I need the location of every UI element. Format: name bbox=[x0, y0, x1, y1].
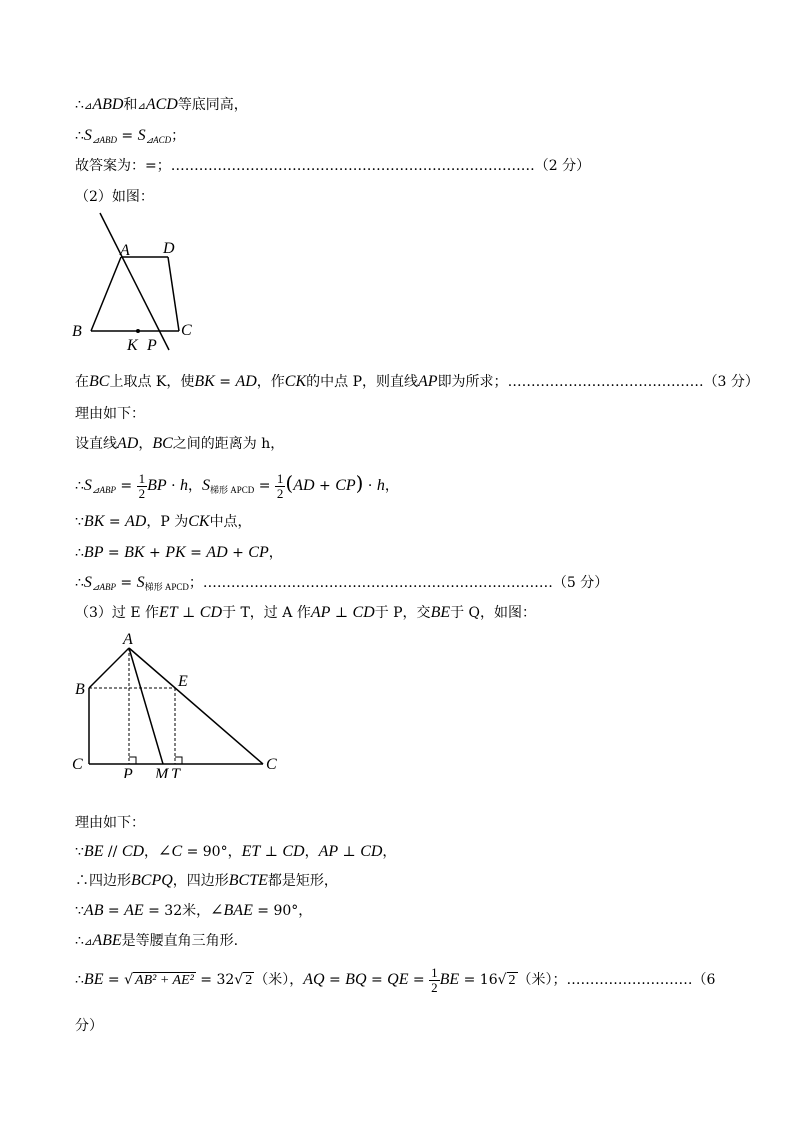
paren: ( bbox=[285, 471, 294, 495]
segment-am bbox=[129, 648, 163, 764]
math-bcpq: BCPQ bbox=[131, 872, 173, 889]
math-bk: BK bbox=[83, 513, 105, 530]
math-s: S bbox=[137, 127, 146, 144]
math-bp: BP bbox=[83, 544, 104, 561]
label-c-right: C bbox=[266, 756, 277, 773]
text: = 32米， bbox=[143, 903, 211, 919]
sqrt-sign: √ bbox=[497, 972, 507, 988]
segment-ac bbox=[129, 648, 263, 764]
math-s: S bbox=[83, 477, 92, 494]
line-15 bbox=[75, 871, 338, 891]
numerator: 1 bbox=[431, 964, 438, 980]
label-b: B bbox=[72, 323, 82, 340]
subscript: ⊿ABP bbox=[91, 582, 116, 592]
text: ； bbox=[171, 128, 186, 144]
label-a: A bbox=[120, 242, 130, 259]
segment-dc bbox=[168, 257, 179, 331]
equals: = bbox=[324, 972, 346, 988]
math-cd: CD bbox=[282, 843, 305, 860]
math-cd: CD bbox=[360, 843, 383, 860]
text: = 90°， bbox=[252, 903, 313, 919]
label-c-left: C bbox=[72, 756, 83, 773]
math-cp: CP bbox=[335, 477, 356, 494]
label-a: A bbox=[123, 631, 133, 648]
text: ； bbox=[188, 575, 203, 591]
math-bc: BC bbox=[89, 373, 110, 390]
math-bcte: BCTE bbox=[228, 872, 268, 889]
text: 中点， bbox=[209, 514, 252, 530]
equals: = bbox=[408, 972, 430, 988]
sqrt-body: AB² + AE² bbox=[135, 973, 194, 988]
text: = 90°， bbox=[182, 844, 242, 860]
line-19 bbox=[75, 1016, 103, 1036]
plus: + bbox=[314, 478, 336, 494]
label-t: T bbox=[171, 766, 180, 778]
sqrt-sign: √ bbox=[234, 972, 244, 988]
equals: = bbox=[115, 575, 137, 591]
label-p: P bbox=[147, 337, 157, 354]
text: （米）， bbox=[254, 972, 304, 988]
line-4 bbox=[75, 187, 154, 207]
text: ， bbox=[304, 844, 319, 860]
perp: ⊥ bbox=[338, 844, 361, 860]
math-et: ET bbox=[241, 843, 261, 860]
dot: · bbox=[363, 478, 377, 494]
text: ， bbox=[138, 436, 153, 452]
fraction-half bbox=[275, 472, 286, 501]
math-ad: AD bbox=[235, 373, 257, 390]
equals: = bbox=[104, 514, 126, 530]
text: 的中点 P，则直线 bbox=[306, 374, 419, 390]
line-16 bbox=[75, 901, 312, 921]
parallel: // bbox=[103, 844, 122, 860]
text: （3）过 E 作 bbox=[75, 605, 160, 621]
triangle-symbol: ⊿ bbox=[83, 937, 93, 948]
score: （2 分） bbox=[534, 158, 591, 174]
leader-dots: …………………………………………………………………… bbox=[170, 158, 535, 174]
math-ad: AD bbox=[206, 544, 228, 561]
math-et: ET bbox=[159, 604, 178, 621]
denominator: 2 bbox=[431, 979, 438, 995]
equals: = bbox=[214, 374, 236, 390]
equals: = bbox=[254, 478, 275, 494]
line-3 bbox=[75, 156, 590, 176]
text: = 16 bbox=[459, 972, 498, 988]
line-7 bbox=[75, 434, 284, 454]
therefore-symbol: ∴ bbox=[75, 933, 84, 949]
sqrt-body: 2 bbox=[245, 973, 253, 988]
perp: ⊥ bbox=[260, 844, 283, 860]
paren: ) bbox=[355, 471, 364, 495]
math-bk: BK bbox=[194, 373, 215, 390]
math-bk: BK bbox=[124, 544, 145, 561]
line-12 bbox=[75, 603, 536, 623]
text: 设直线 bbox=[75, 436, 117, 452]
equals: = bbox=[103, 545, 125, 561]
text: 之间的距离为 h， bbox=[172, 436, 285, 452]
math-cd: CD bbox=[352, 604, 375, 621]
text: 在 bbox=[75, 374, 89, 390]
math-ap: AP bbox=[310, 604, 331, 621]
right-angle-t bbox=[175, 757, 182, 764]
figure-trapezoid-abcd bbox=[65, 205, 225, 360]
label-b: B bbox=[75, 681, 85, 698]
plus: + bbox=[144, 545, 166, 561]
math-be: BE bbox=[83, 971, 104, 988]
numerator: 1 bbox=[276, 470, 284, 486]
because-symbol: ∵ bbox=[75, 903, 84, 919]
label-k: K bbox=[127, 337, 138, 354]
score: （6 bbox=[692, 972, 716, 988]
math-h: h bbox=[376, 477, 385, 494]
math-ab: AB bbox=[83, 902, 104, 919]
text: 即为所求； bbox=[437, 374, 508, 390]
text: ， bbox=[188, 478, 203, 494]
math-qe: QE bbox=[387, 971, 409, 988]
math-aq: AQ bbox=[303, 971, 325, 988]
denominator: 2 bbox=[138, 485, 146, 501]
line-2 bbox=[75, 126, 185, 150]
math-abd: ABD bbox=[92, 96, 124, 113]
math-s: S bbox=[83, 574, 92, 591]
therefore-symbol: ∴ bbox=[75, 128, 84, 144]
math-cp: CP bbox=[248, 544, 269, 561]
text: ，作 bbox=[256, 374, 285, 390]
math-s: S bbox=[83, 127, 92, 144]
equals: = bbox=[116, 128, 138, 144]
math-acd: ACD bbox=[145, 96, 178, 113]
text: 是等腰直角三角形. bbox=[121, 933, 239, 949]
equals: = bbox=[366, 972, 388, 988]
answer-text: 故答案为：=； bbox=[75, 158, 171, 174]
line-17 bbox=[75, 931, 238, 953]
math-angle-bae: ∠BAE bbox=[210, 902, 253, 919]
equals: = bbox=[103, 972, 125, 988]
label-d: D bbox=[163, 240, 175, 257]
text: 上取点 K，使 bbox=[109, 374, 195, 390]
text: （米）； bbox=[517, 972, 567, 988]
math-ap: AP bbox=[318, 843, 339, 860]
segment-ab bbox=[91, 257, 121, 331]
line-14 bbox=[75, 842, 396, 862]
leader-dots: …………………………………… bbox=[507, 374, 704, 390]
subscript: ⊿ACD bbox=[145, 135, 172, 145]
point-k bbox=[136, 329, 140, 333]
text: 和 bbox=[123, 97, 138, 113]
label-c: C bbox=[181, 322, 192, 339]
text: 都是矩形， bbox=[267, 873, 338, 889]
therefore-symbol: ∴ bbox=[75, 545, 84, 561]
math-ad: AD bbox=[293, 477, 315, 494]
math-bp: BP bbox=[147, 477, 167, 494]
math-be: BE bbox=[430, 604, 451, 621]
line-13 bbox=[75, 813, 145, 833]
line-8 bbox=[75, 466, 399, 507]
math-h: h bbox=[180, 477, 189, 494]
sqrt-body: 2 bbox=[508, 973, 516, 988]
math-cd: CD bbox=[121, 843, 145, 860]
dot: · bbox=[166, 478, 181, 494]
math-ad: AD bbox=[117, 435, 139, 452]
perp: ⊥ bbox=[330, 605, 353, 621]
segment-ab bbox=[89, 648, 129, 688]
math-bq: BQ bbox=[345, 971, 367, 988]
leader-dots: ……………………… bbox=[566, 972, 693, 988]
plus: + bbox=[227, 545, 249, 561]
line-10 bbox=[75, 543, 283, 563]
part-heading: （2）如图： bbox=[75, 189, 154, 205]
math-angle-c: ∠C bbox=[158, 843, 183, 860]
math-ae: AE bbox=[124, 902, 144, 919]
line-9 bbox=[75, 512, 252, 532]
label-e: E bbox=[178, 673, 188, 690]
text: ∴四边形 bbox=[75, 873, 131, 889]
line-5 bbox=[75, 372, 759, 392]
math-ck: CK bbox=[284, 373, 307, 390]
subscript: 梯形 APCD bbox=[210, 485, 255, 495]
because-symbol: ∵ bbox=[75, 514, 84, 530]
text: 理由如下： bbox=[75, 815, 145, 831]
therefore-symbol: ∴ bbox=[75, 575, 84, 591]
therefore-symbol: ∴ bbox=[75, 972, 84, 988]
because-symbol: ∵ bbox=[75, 844, 84, 860]
text: ， bbox=[268, 545, 283, 561]
perp: ⊥ bbox=[177, 605, 200, 621]
math-be: BE bbox=[83, 843, 104, 860]
denominator: 2 bbox=[276, 485, 284, 501]
label-p: P bbox=[123, 766, 133, 778]
math-s: S bbox=[202, 477, 211, 494]
text: ， bbox=[382, 844, 397, 860]
fraction-half bbox=[429, 966, 440, 995]
fraction-half bbox=[137, 472, 148, 501]
text: 等底同高， bbox=[177, 97, 248, 113]
leader-dots: ………………………………………………………………… bbox=[202, 575, 553, 591]
text: ， bbox=[384, 478, 399, 494]
math-abe: ABE bbox=[92, 932, 122, 949]
equals: = bbox=[115, 478, 137, 494]
therefore-symbol: ∴ bbox=[75, 97, 84, 113]
text: 分） bbox=[75, 1018, 103, 1034]
therefore-symbol: ∴ bbox=[75, 478, 84, 494]
math-ad: AD bbox=[125, 513, 147, 530]
line-11 bbox=[75, 573, 608, 597]
math-be: BE bbox=[439, 971, 460, 988]
equals: = bbox=[103, 903, 125, 919]
line-6 bbox=[75, 404, 145, 424]
text: 于 P，交 bbox=[374, 605, 431, 621]
line-1 bbox=[75, 95, 248, 117]
right-angle-p bbox=[129, 757, 136, 764]
equals: = bbox=[185, 545, 207, 561]
math-pk: PK bbox=[165, 544, 186, 561]
text: 于 Q，如图： bbox=[450, 605, 537, 621]
math-s: S bbox=[136, 574, 145, 591]
subscript: 梯形 APCD bbox=[144, 582, 189, 592]
score: （3 分） bbox=[703, 374, 759, 390]
math-bc: BC bbox=[152, 435, 173, 452]
label-m: M bbox=[155, 766, 169, 778]
text: = 32 bbox=[195, 972, 235, 988]
triangle-symbol: ⊿ bbox=[137, 101, 146, 112]
text: ，P 为 bbox=[146, 514, 189, 530]
subscript: ⊿ABD bbox=[91, 135, 117, 145]
text: 理由如下： bbox=[75, 406, 145, 422]
math-cd: CD bbox=[199, 604, 223, 621]
text: ，四边形 bbox=[172, 873, 229, 889]
math-ck: CK bbox=[188, 513, 210, 530]
score: （5 分） bbox=[552, 575, 609, 591]
triangle-symbol: ⊿ bbox=[83, 101, 93, 112]
text: 于 T，过 A 作 bbox=[222, 605, 311, 621]
figure-quadrilateral-bcte bbox=[65, 628, 295, 778]
numerator: 1 bbox=[138, 470, 146, 486]
line-18 bbox=[75, 963, 715, 998]
sqrt-sign: √ bbox=[124, 972, 134, 988]
math-ap: AP bbox=[418, 373, 438, 390]
subscript: ⊿ABP bbox=[91, 485, 116, 495]
text: ， bbox=[144, 844, 159, 860]
